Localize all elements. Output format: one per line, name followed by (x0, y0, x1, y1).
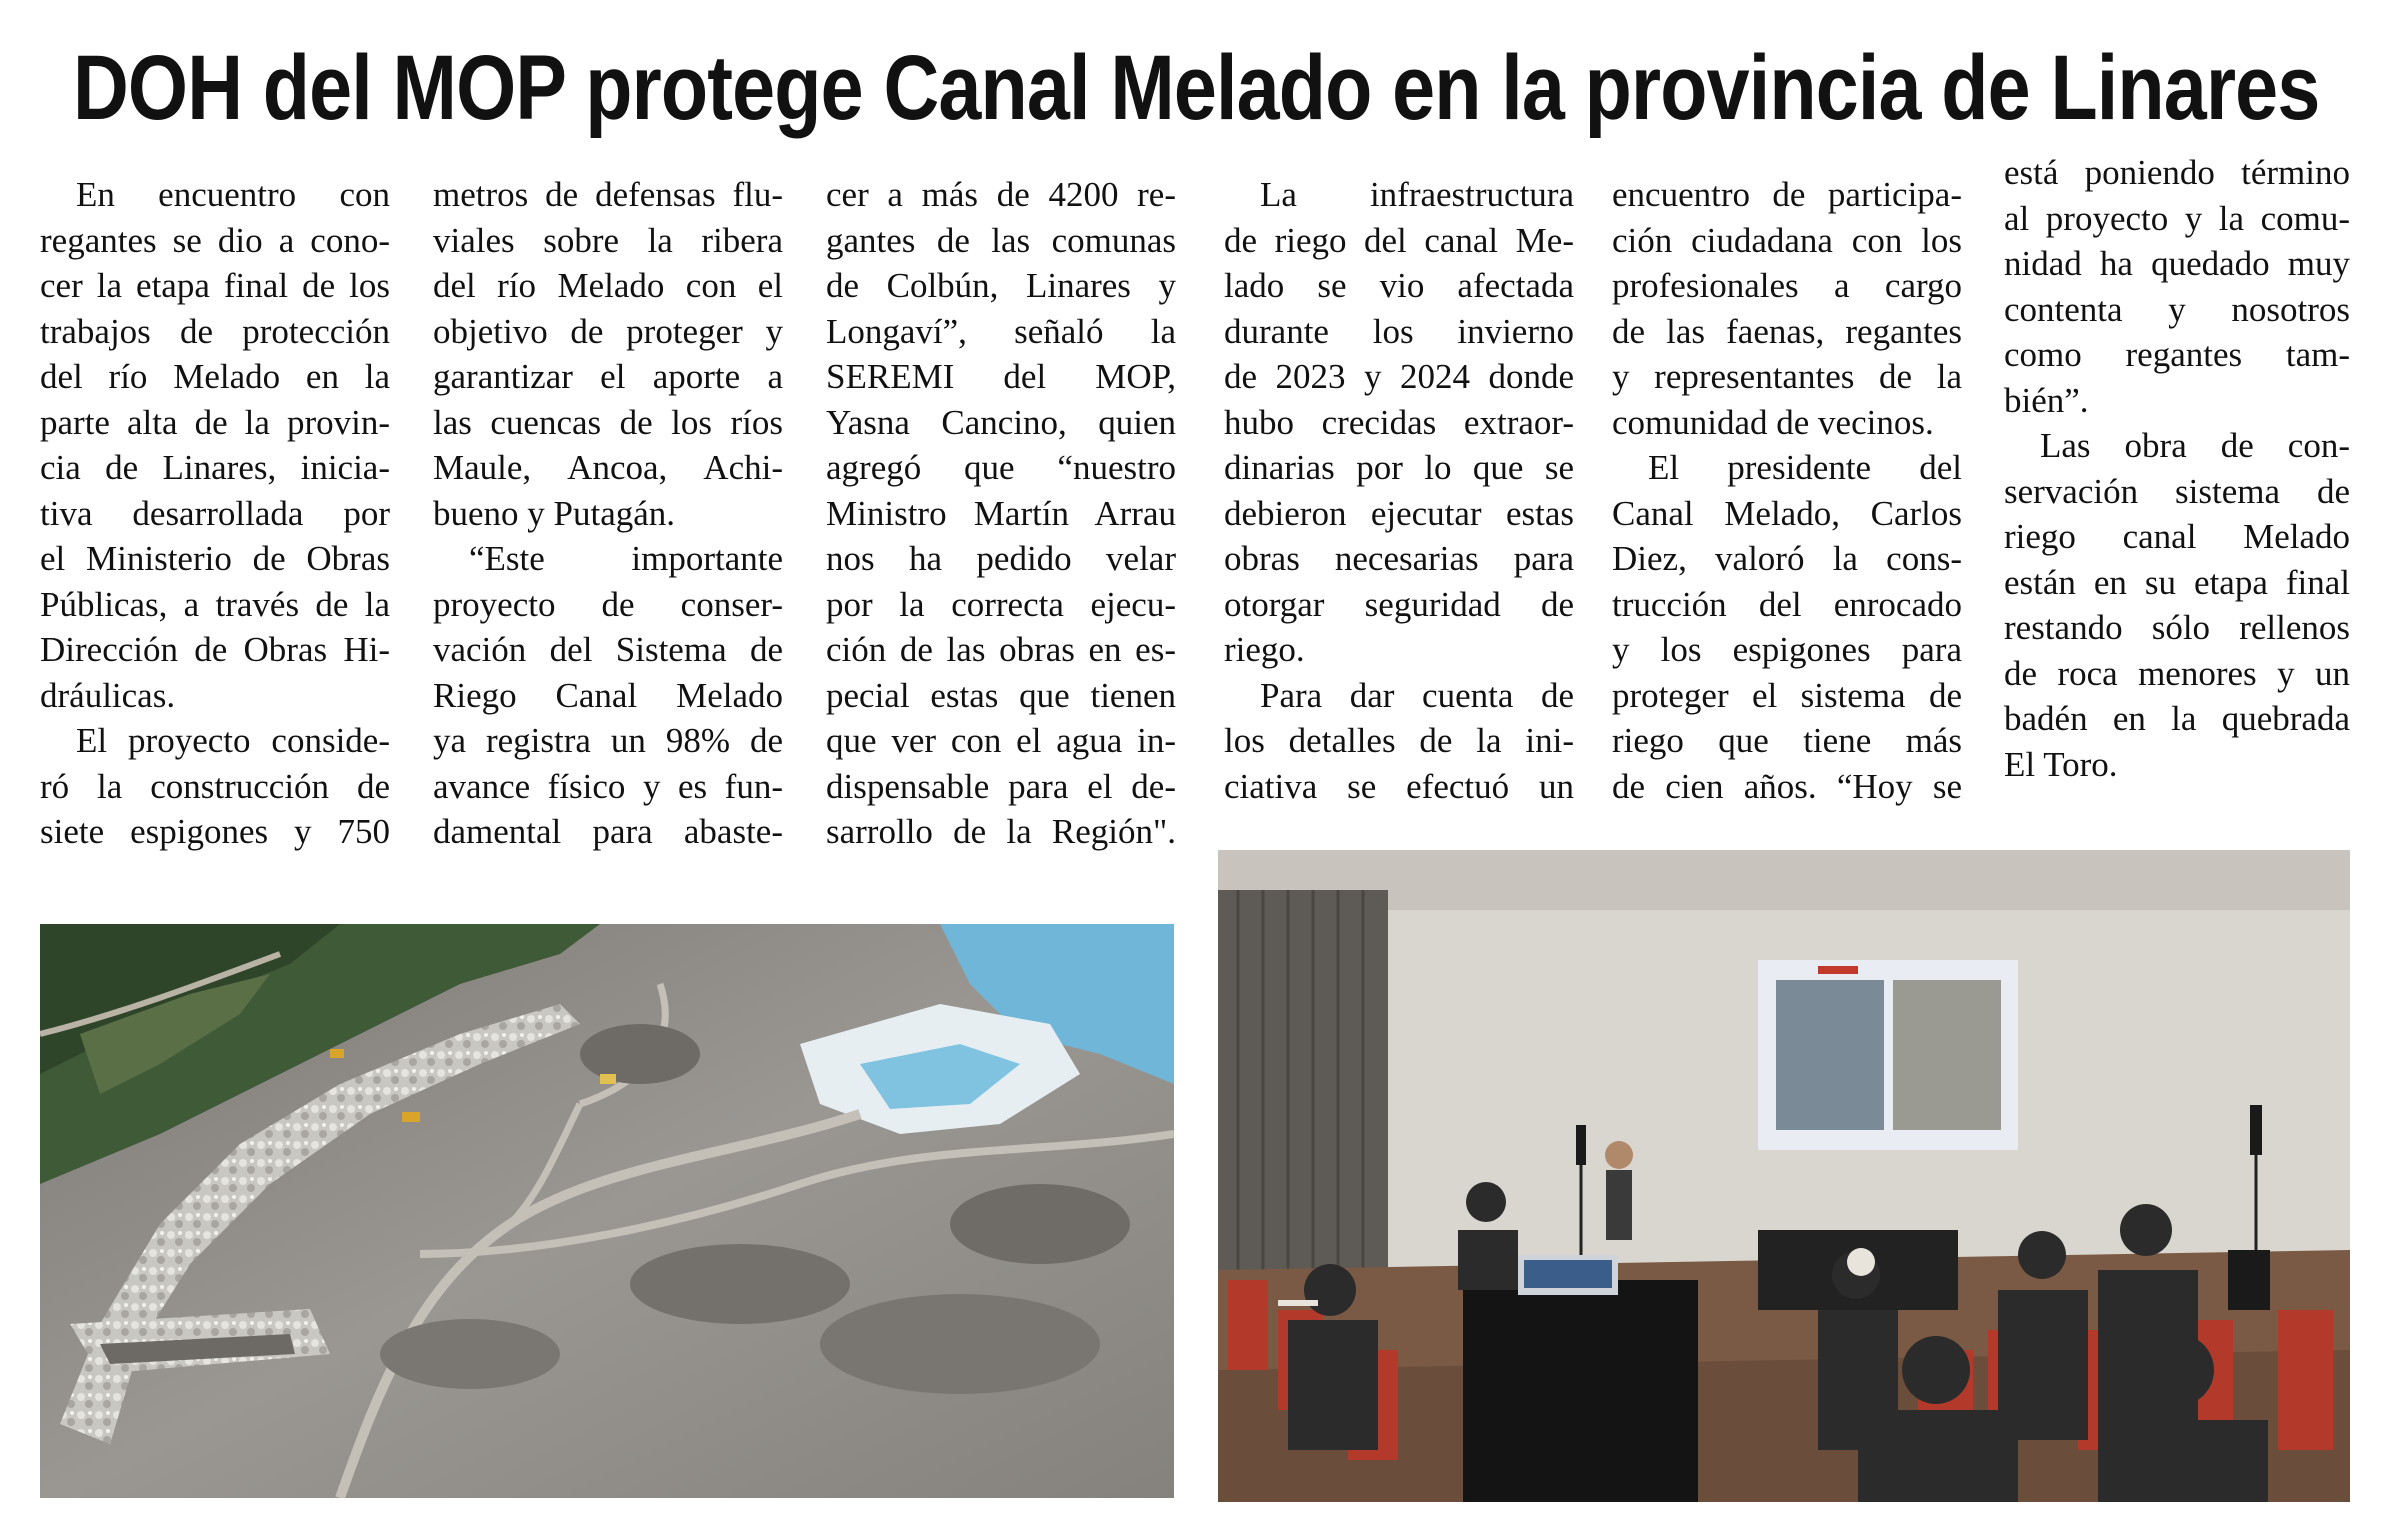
text-line: y representantes de la (1612, 357, 1962, 396)
text-line: En encuentro con (76, 175, 390, 214)
text-line: viales sobre la ribera (433, 220, 783, 260)
meeting-room-photo (1218, 850, 2350, 1502)
text-line: el Ministerio de Obras (40, 539, 390, 578)
text-line: El Toro. (2004, 744, 2118, 784)
text-line: avance físico y es fun- (433, 766, 783, 806)
text-line: “Este importante (469, 539, 783, 578)
text-line: ciativa se efectuó un (1224, 766, 1574, 806)
text-line: ción de las obras en es- (826, 630, 1176, 669)
text-line: riego canal Melado (2004, 517, 2350, 556)
text-line: SEREMI del MOP, (826, 357, 1176, 396)
text-line: de cien años. “Hoy se (1612, 766, 1962, 806)
article-column-2 (433, 172, 783, 855)
text-line: de roca menores y un (2004, 653, 2350, 693)
text-line: trabajos de protección (40, 311, 390, 351)
text-line: trucción del enrocado (1612, 584, 1962, 624)
text-line: encuentro de participa- (1612, 175, 1962, 214)
text-line: parte alta de la provin- (40, 402, 390, 442)
article-column-6 (2004, 150, 2350, 787)
text-line: dráulicas. (40, 675, 176, 715)
text-line: comunidad de vecinos. (1612, 402, 1934, 442)
text-line: Yasna Cancino, quien (826, 402, 1176, 442)
text-line: Canal Melado, Carlos (1612, 493, 1962, 533)
article-column-1 (40, 172, 390, 855)
text-line: del río Melado con el (433, 266, 783, 305)
text-line: durante los invierno (1224, 311, 1574, 351)
text-line: hubo crecidas extraor- (1224, 402, 1574, 442)
text-line: Públicas, a través de la (40, 584, 390, 624)
text-line: nidad ha quedado muy (2004, 244, 2350, 283)
text-line: obras necesarias para (1224, 539, 1574, 578)
text-line: las cuencas de los ríos (433, 402, 783, 442)
text-line: servación sistema de (2004, 471, 2350, 511)
text-line: riego que tiene más (1612, 721, 1962, 760)
text-line: como regantes tam- (2004, 335, 2350, 374)
text-line: sarrollo de la Región". (826, 812, 1176, 851)
text-line: dispensable para el de- (826, 766, 1176, 806)
text-line: del río Melado en la (40, 357, 390, 396)
text-line: los detalles de la ini- (1224, 721, 1574, 760)
text-line: bién”. (2004, 380, 2089, 420)
text-line: contenta y nosotros (2004, 289, 2350, 329)
text-line: damental para abaste- (433, 812, 783, 851)
text-line: El presidente del (1648, 448, 1962, 487)
text-line: ya registra un 98% de (433, 721, 783, 760)
text-line: metros de defensas flu- (433, 175, 783, 214)
aerial-river-photo (40, 924, 1174, 1498)
text-line: de las faenas, regantes (1612, 311, 1962, 351)
text-line: garantizar el aporte a (433, 357, 783, 396)
text-line: está poniendo término (2004, 153, 2350, 192)
text-line: por la correcta ejecu- (826, 584, 1176, 624)
text-line: bueno y Putagán. (433, 493, 676, 533)
text-line: cia de Linares, inicia- (40, 448, 390, 487)
text-line: Longaví”, señaló la (826, 311, 1176, 351)
text-line: de Colbún, Linares y (826, 266, 1176, 305)
text-line: ción ciudadana con los (1612, 220, 1962, 260)
text-line: cer a más de 4200 re- (826, 175, 1176, 214)
text-line: Diez, valoró la cons- (1612, 539, 1962, 578)
text-line: Riego Canal Melado (433, 675, 783, 715)
article-column-4 (1224, 172, 1574, 809)
text-line: de riego del canal Me- (1224, 220, 1574, 260)
text-line: vación del Sistema de (433, 630, 783, 669)
text-line: debieron ejecutar estas (1224, 493, 1574, 533)
text-line: y los espigones para (1612, 630, 1962, 669)
text-line: Para dar cuenta de (1260, 675, 1574, 715)
text-line: siete espigones y 750 (40, 812, 390, 851)
text-line: riego. (1224, 630, 1305, 669)
text-line: objetivo de proteger y (433, 311, 783, 351)
text-line: están en su etapa final (2004, 562, 2350, 602)
text-line: restando sólo rellenos (2004, 608, 2350, 647)
text-line: que ver con el agua in- (826, 721, 1176, 760)
text-line: badén en la quebrada (2004, 699, 2350, 738)
text-line: dinarias por lo que se (1224, 448, 1574, 487)
text-line: La infraestructura (1260, 175, 1574, 214)
text-line: proteger el sistema de (1612, 675, 1962, 715)
text-line: Las obra de con- (2040, 426, 2350, 465)
text-line: al proyecto y la comu- (2004, 198, 2350, 238)
text-line: agregó que “nuestro (826, 448, 1176, 487)
article-column-3 (826, 172, 1176, 855)
headline-text: DOH del MOP protege Canal Melado en la provincia de Linares (72, 36, 2320, 139)
text-line: cer la etapa final de los (40, 266, 390, 305)
text-line: otorgar seguridad de (1224, 584, 1574, 624)
text-line: ró la construcción de (40, 766, 390, 806)
text-line: de 2023 y 2024 donde (1224, 357, 1574, 396)
text-line: Maule, Ancoa, Achi- (433, 448, 783, 487)
article-column-5 (1612, 172, 1962, 809)
text-line: proyecto de conser- (433, 584, 783, 624)
text-line: gantes de las comunas (826, 220, 1176, 260)
text-line: pecial estas que tienen (826, 675, 1176, 715)
text-line: nos ha pedido velar (826, 539, 1176, 578)
text-line: tiva desarrollada por (40, 493, 390, 533)
text-line: Ministro Martín Arrau (826, 493, 1176, 533)
text-line: regantes se dio a cono- (40, 220, 390, 260)
text-line: lado se vio afectada (1224, 266, 1574, 305)
headline (0, 28, 2392, 148)
text-line: profesionales a cargo (1612, 266, 1962, 305)
text-line: Dirección de Obras Hi- (40, 630, 390, 669)
text-line: El proyecto conside- (76, 721, 390, 760)
